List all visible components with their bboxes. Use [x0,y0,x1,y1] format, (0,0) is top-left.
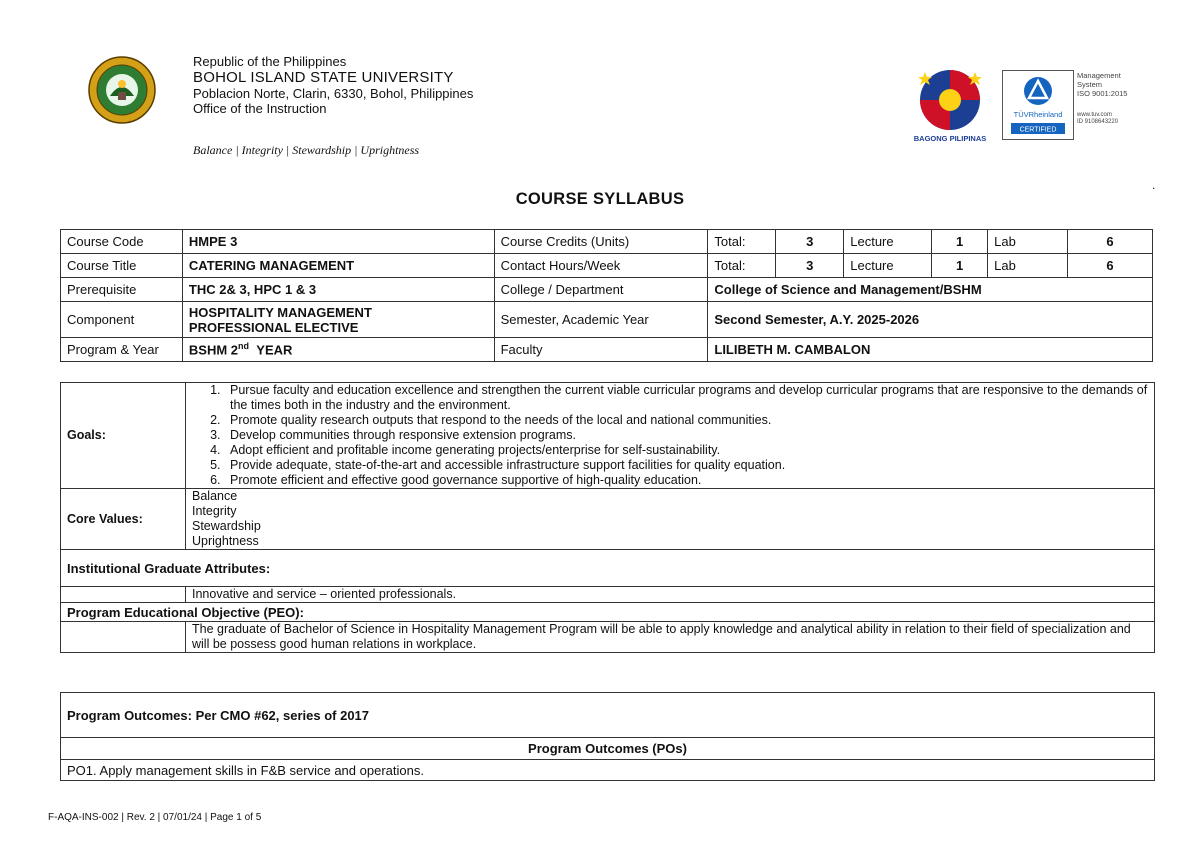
iso-line: ISO 9001:2015 [1077,89,1128,98]
table-row [61,489,1155,550]
core-values-label: Core Values: [61,489,186,550]
college-label: College / Department [494,278,708,302]
stray-dot: . [1152,178,1156,192]
table-row [61,550,1155,587]
prerequisite-label: Prerequisite [61,278,183,302]
iso-small-line: ID 9108643220 [1077,119,1119,125]
table-row [61,338,1153,362]
semester-label: Semester, Academic Year [494,302,708,338]
table-row [61,760,1155,781]
program-year-label: Program & Year [61,338,183,362]
contact-lab-label: Lab [988,254,1068,278]
goal-item: 5. Provide adequate, state-of-the-art and accessible infrastructure support facilities for quality equation. [224,458,1148,473]
table-row [61,254,1153,278]
credits-label: Course Credits (Units) [494,230,708,254]
peo-empty-cell [61,622,186,653]
university-address: Poblacion Norte, Clarin, 6330, Bohol, Philippines [193,86,474,101]
program-outcomes-heading: Program Outcomes: Per CMO #62, series of 2017 [61,693,1155,738]
peo-label: Program Educational Objective (PEO): [61,603,1155,622]
faculty-value: LILIBETH M. CAMBALON [708,338,1153,362]
office-name: Office of the Instruction [193,101,327,116]
goal-item: 4. Adopt efficient and profitable income generating projects/enterprise for self-sustainability. [224,443,1148,458]
footer: F-AQA-INS-002 | Rev. 2 | 07/01/24 | Page 1 of 5 [48,812,262,823]
program-year-text: BSHM 2 [188,342,239,358]
goals-table [60,382,1155,653]
credits-total-label: Total: [708,230,776,254]
goal-item: 6. Promote efficient and effective good governance supportive of high-quality education. [224,473,1148,488]
credits-lecture-value: 1 [932,230,988,254]
table-row [61,738,1155,760]
po1-text: PO1. Apply management skills in F&B service and operations. [61,760,1155,781]
tuv-certification-logo [1002,70,1074,140]
tuv-brand-text: TÜVRheinland [1013,110,1063,119]
table-row [61,383,1155,489]
bagong-pilipinas-logo [905,62,995,144]
course-code-label: Course Code [61,230,183,254]
table-row [61,622,1155,653]
course-info-table [60,229,1153,362]
header-block [193,54,473,116]
program-outcomes-table [60,692,1155,781]
bp-logo-text: BAGONG PILIPINAS [913,134,987,143]
goals-list [192,383,1148,488]
peo-text: The graduate of Bachelor of Science in Hospitality Management Program will be able to apply knowledge and analytical ability in relation to their field of specialization and will be possess good human relations in workplace. [186,622,1155,653]
component-line: PROFESSIONAL ELECTIVE [188,319,359,335]
faculty-label: Faculty [494,338,708,362]
contact-lecture-label: Lecture [844,254,932,278]
core-value-item: Uprightness [192,534,259,548]
republic-text: Republic of the Philippines [193,54,347,69]
goal-item: 1. Pursue faculty and education excellence and strengthen the current viable curricular programs and develop curricular programs that are responsive to the demands of the times both in the industry and the environment. [224,383,1148,413]
contact-lab-value: 6 [1068,254,1153,278]
goals-list-cell [186,383,1155,489]
course-title-label: Course Title [61,254,183,278]
college-value: College of Science and Management/BSHM [708,278,1153,302]
iga-label: Institutional Graduate Attributes: [61,550,1155,587]
table-row [61,603,1155,622]
university-seal-logo [88,56,156,124]
core-values-cell [186,489,1155,550]
iga-text: Innovative and service – oriented professionals. [186,587,1155,603]
component-line: HOSPITALITY MANAGEMENT [188,304,372,320]
program-year-suffix: nd [238,341,250,352]
prerequisite-value: THC 2& 3, HPC 1 & 3 [182,278,494,302]
table-row [61,230,1153,254]
table-row [61,693,1155,738]
table-row [61,587,1155,603]
table-row [61,278,1153,302]
goal-item: 3. Develop communities through responsive extension programs. [224,428,1148,443]
course-code-value: HMPE 3 [182,230,494,254]
university-name: BOHOL ISLAND STATE UNIVERSITY [193,69,454,86]
program-year-value [182,338,494,362]
core-value-item: Balance [192,489,238,503]
motto: Balance | Integrity | Stewardship | Uprightness [193,143,420,157]
document-title: COURSE SYLLABUS [515,190,685,208]
table-row [61,302,1153,338]
core-value-item: Stewardship [192,519,261,533]
program-outcomes-subheading: Program Outcomes (POs) [61,738,1155,760]
contact-lecture-value: 1 [932,254,988,278]
contact-hours-label: Contact Hours/Week [494,254,708,278]
iso-line: Management [1077,71,1121,80]
credits-total-value: 3 [776,230,844,254]
credits-lab-label: Lab [988,230,1068,254]
contact-total-label: Total: [708,254,776,278]
core-value-item: Integrity [192,504,237,518]
semester-value: Second Semester, A.Y. 2025-2026 [708,302,1153,338]
iso-line: System [1077,80,1103,89]
component-value [182,302,494,338]
program-year-word: YEAR [256,342,293,358]
iso-small-line: www.tuv.com [1077,112,1112,118]
credits-lecture-label: Lecture [844,230,932,254]
contact-total-value: 3 [776,254,844,278]
tuv-certified-text: CERTIFIED [1019,126,1057,134]
goal-item: 2. Promote quality research outputs that respond to the needs of the local and national communities. [224,413,1148,428]
iga-empty-cell [61,587,186,603]
component-label: Component [61,302,183,338]
iso-text-block [1077,71,1127,126]
goals-label: Goals: [61,383,186,489]
credits-lab-value: 6 [1068,230,1153,254]
course-title-value: CATERING MANAGEMENT [182,254,494,278]
